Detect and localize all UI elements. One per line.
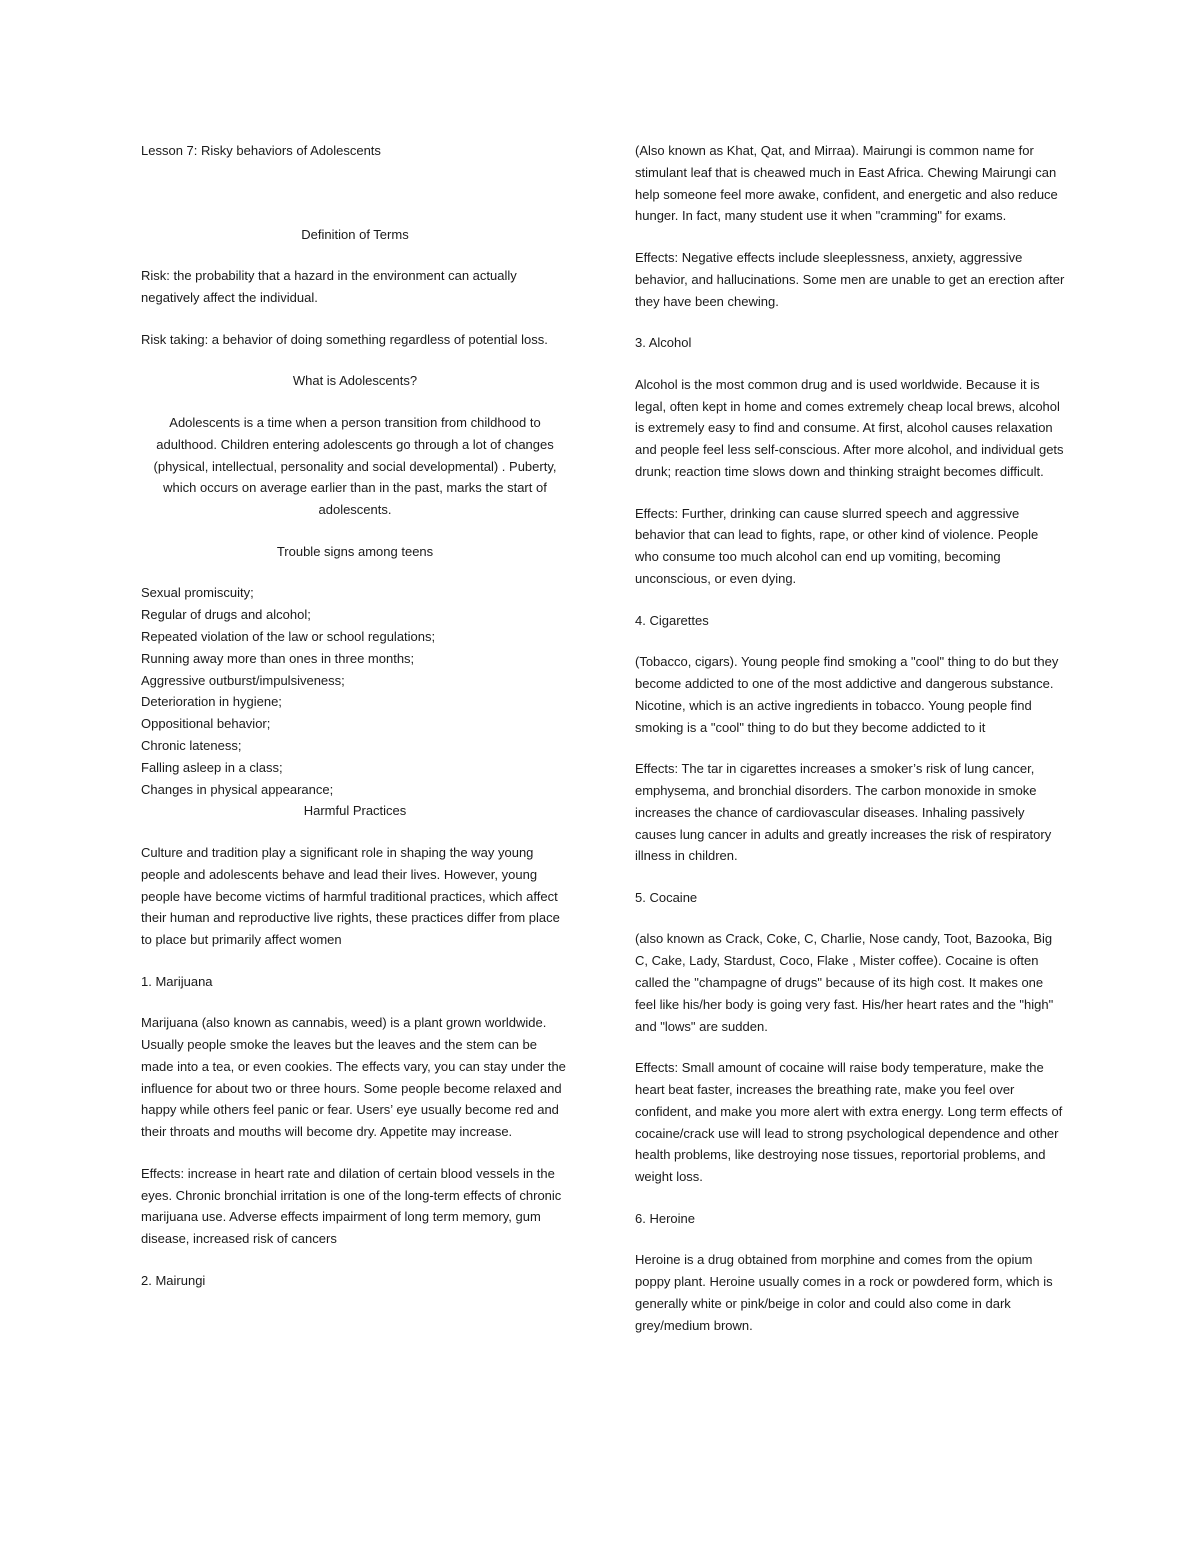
lesson-title: Lesson 7: Risky behaviors of Adolescents: [141, 143, 381, 158]
trouble-heading: Trouble signs among teens: [276, 543, 434, 559]
list-item: Repeated violation of the law or school regulations;: [141, 628, 436, 644]
harmful-text: Culture and tradition play a significant role in shaping the way young people and adolescents behave and lead their lives. However, young people have become victims of harmful traditional practices, which affect their human and reproductive live rights, these practices differ from place to place but primarily affect women: [141, 844, 560, 948]
what-text: Adolescents is a time when a person transition from childhood to adulthood. Children entering adolescents go through a lot of changes (physical, intellectual, personality and social developmental) . Puberty, which occurs on average earlier than in the past, marks the start of adolescents.: [153, 414, 557, 518]
heroine-text: Heroine is a drug obtained from morphine and comes from the opium poppy plant. Heroine usually comes in a rock or powdered form, which is generally white or pink/beige in color and could also come in dark grey/medium brown.: [635, 1252, 1053, 1333]
risk-taking-definition: Risk taking: a behavior of doing something regardless of potential loss.: [141, 331, 548, 347]
marijuana-text: Marijuana (also known as cannabis, weed) is a plant grown worldwide. Usually people smoke the leaves but the leaves and the stem can be made into a tea, or even cookies. The effects vary, you can stay under the influence for about two or three hours. Some people become relaxed and happy while others feel panic or fear. Users’ eye usually become red and their throats and mouths will become dry. Appetite may increase.: [141, 1015, 566, 1140]
harmful-heading: Harmful Practices: [303, 803, 407, 819]
cocaine-text: (also known as Crack, Coke, C, Charlie, Nose candy, Toot, Bazooka, Big C, Cake, Lady, Stardust, Coco, Flake , Mister coffee). Cocaine is often called the "champagne of drugs" because of its high cost. It makes one feel like his/her body is going very fast. His/her heart rates and the "high" and "lows" are sudden.: [635, 931, 1054, 1034]
cocaine-heading: 5. Cocaine: [635, 889, 698, 905]
alcohol-heading: 3. Alcohol: [635, 335, 692, 351]
list-item: Chronic lateness;: [141, 737, 242, 753]
risk-definition: Risk: the probability that a hazard in the environment can actually negatively affect the individual.: [141, 268, 517, 306]
list-item: Oppositional behavior;: [141, 716, 271, 732]
list-item: Aggressive outburst/impulsiveness;: [141, 672, 345, 688]
what-heading: What is Adolescents?: [292, 373, 418, 389]
mairungi-effects: Effects: Negative effects include sleeplessness, anxiety, aggressive behavior, and hallucinations. Some men are unable to get an erection after they have been chewing.: [635, 249, 1065, 309]
list-item: Changes in physical appearance;: [141, 781, 334, 797]
left-column: [141, 140, 569, 1292]
mairungi-text: (Also known as Khat, Qat, and Mirraa). Mairungi is common name for stimulant leaf that is cheawed much in East Africa. Chewing Mairungi can help someone feel more awake, confident, and energetic and also reduce hunger. In fact, many student use it when "cramming" for exams.: [635, 143, 1058, 224]
right-column: [635, 140, 1065, 1337]
alcohol-effects: Effects: Further, drinking can cause slurred speech and aggressive behavior that can lead to fights, rape, or other kind of violence. People who consume too much alcohol can end up vomiting, becoming unconscious, or even dying.: [635, 505, 1039, 586]
trouble-signs-list: [141, 582, 569, 800]
cigarettes-heading: 4. Cigarettes: [635, 612, 709, 628]
list-item: Regular of drugs and alcohol;: [141, 607, 311, 623]
list-item: Running away more than ones in three months;: [141, 650, 415, 666]
definition-heading: Definition of Terms: [301, 226, 409, 242]
cigarettes-text: (Tobacco, cigars). Young people find smoking a "cool" thing to do but they become addicted to one of the most addictive and dangerous substance. Nicotine, which is an active ingredients in tobacco. Young people find smoking is a "cool" thing to do but they become addicted to it: [635, 654, 1059, 735]
list-item: Deterioration in hygiene;: [141, 694, 282, 710]
list-item: Falling asleep in a class;: [141, 759, 283, 775]
alcohol-text: Alcohol is the most common drug and is used worldwide. Because it is legal, often kept in home and comes extremely cheap local brews, alcohol is extremely easy to find and consume. At first, alcohol causes relaxation and people feel less self-conscious. After more alcohol, and individual gets drunk; reaction time slows down and thinking straight becomes difficult.: [635, 376, 1064, 479]
marijuana-heading: 1. Marijuana: [141, 973, 213, 989]
mairungi-heading: 2. Mairungi: [141, 1272, 206, 1288]
list-item: Sexual promiscuity;: [141, 585, 254, 601]
marijuana-effects: Effects: increase in heart rate and dilation of certain blood vessels in the eyes. Chronic bronchial irritation is one of the long-term effects of chronic marijuana use. Adverse effects impairment of long term memory, gum disease, increased risk of cancers: [141, 1165, 562, 1247]
cigarettes-effects: Effects: The tar in cigarettes increases a smoker’s risk of lung cancer, emphysema, and bronchial disorders. The carbon monoxide in smoke increases the chance of cardiovascular diseases. Inhaling passively causes lung cancer in adults and greatly increases the risk of respiratory illness in children.: [635, 761, 1052, 864]
cocaine-effects: Effects: Small amount of cocaine will raise body temperature, make the heart beat faster, increases the breathing rate, make you feel over confident, and make you more alert with extra energy. Long term effects of cocaine/crack use will lead to strong psychological dependence and other health problems, like destroying nose tissues, reportorial problems, and weight loss.: [635, 1060, 1063, 1185]
heroine-heading: 6. Heroine: [635, 1210, 695, 1226]
